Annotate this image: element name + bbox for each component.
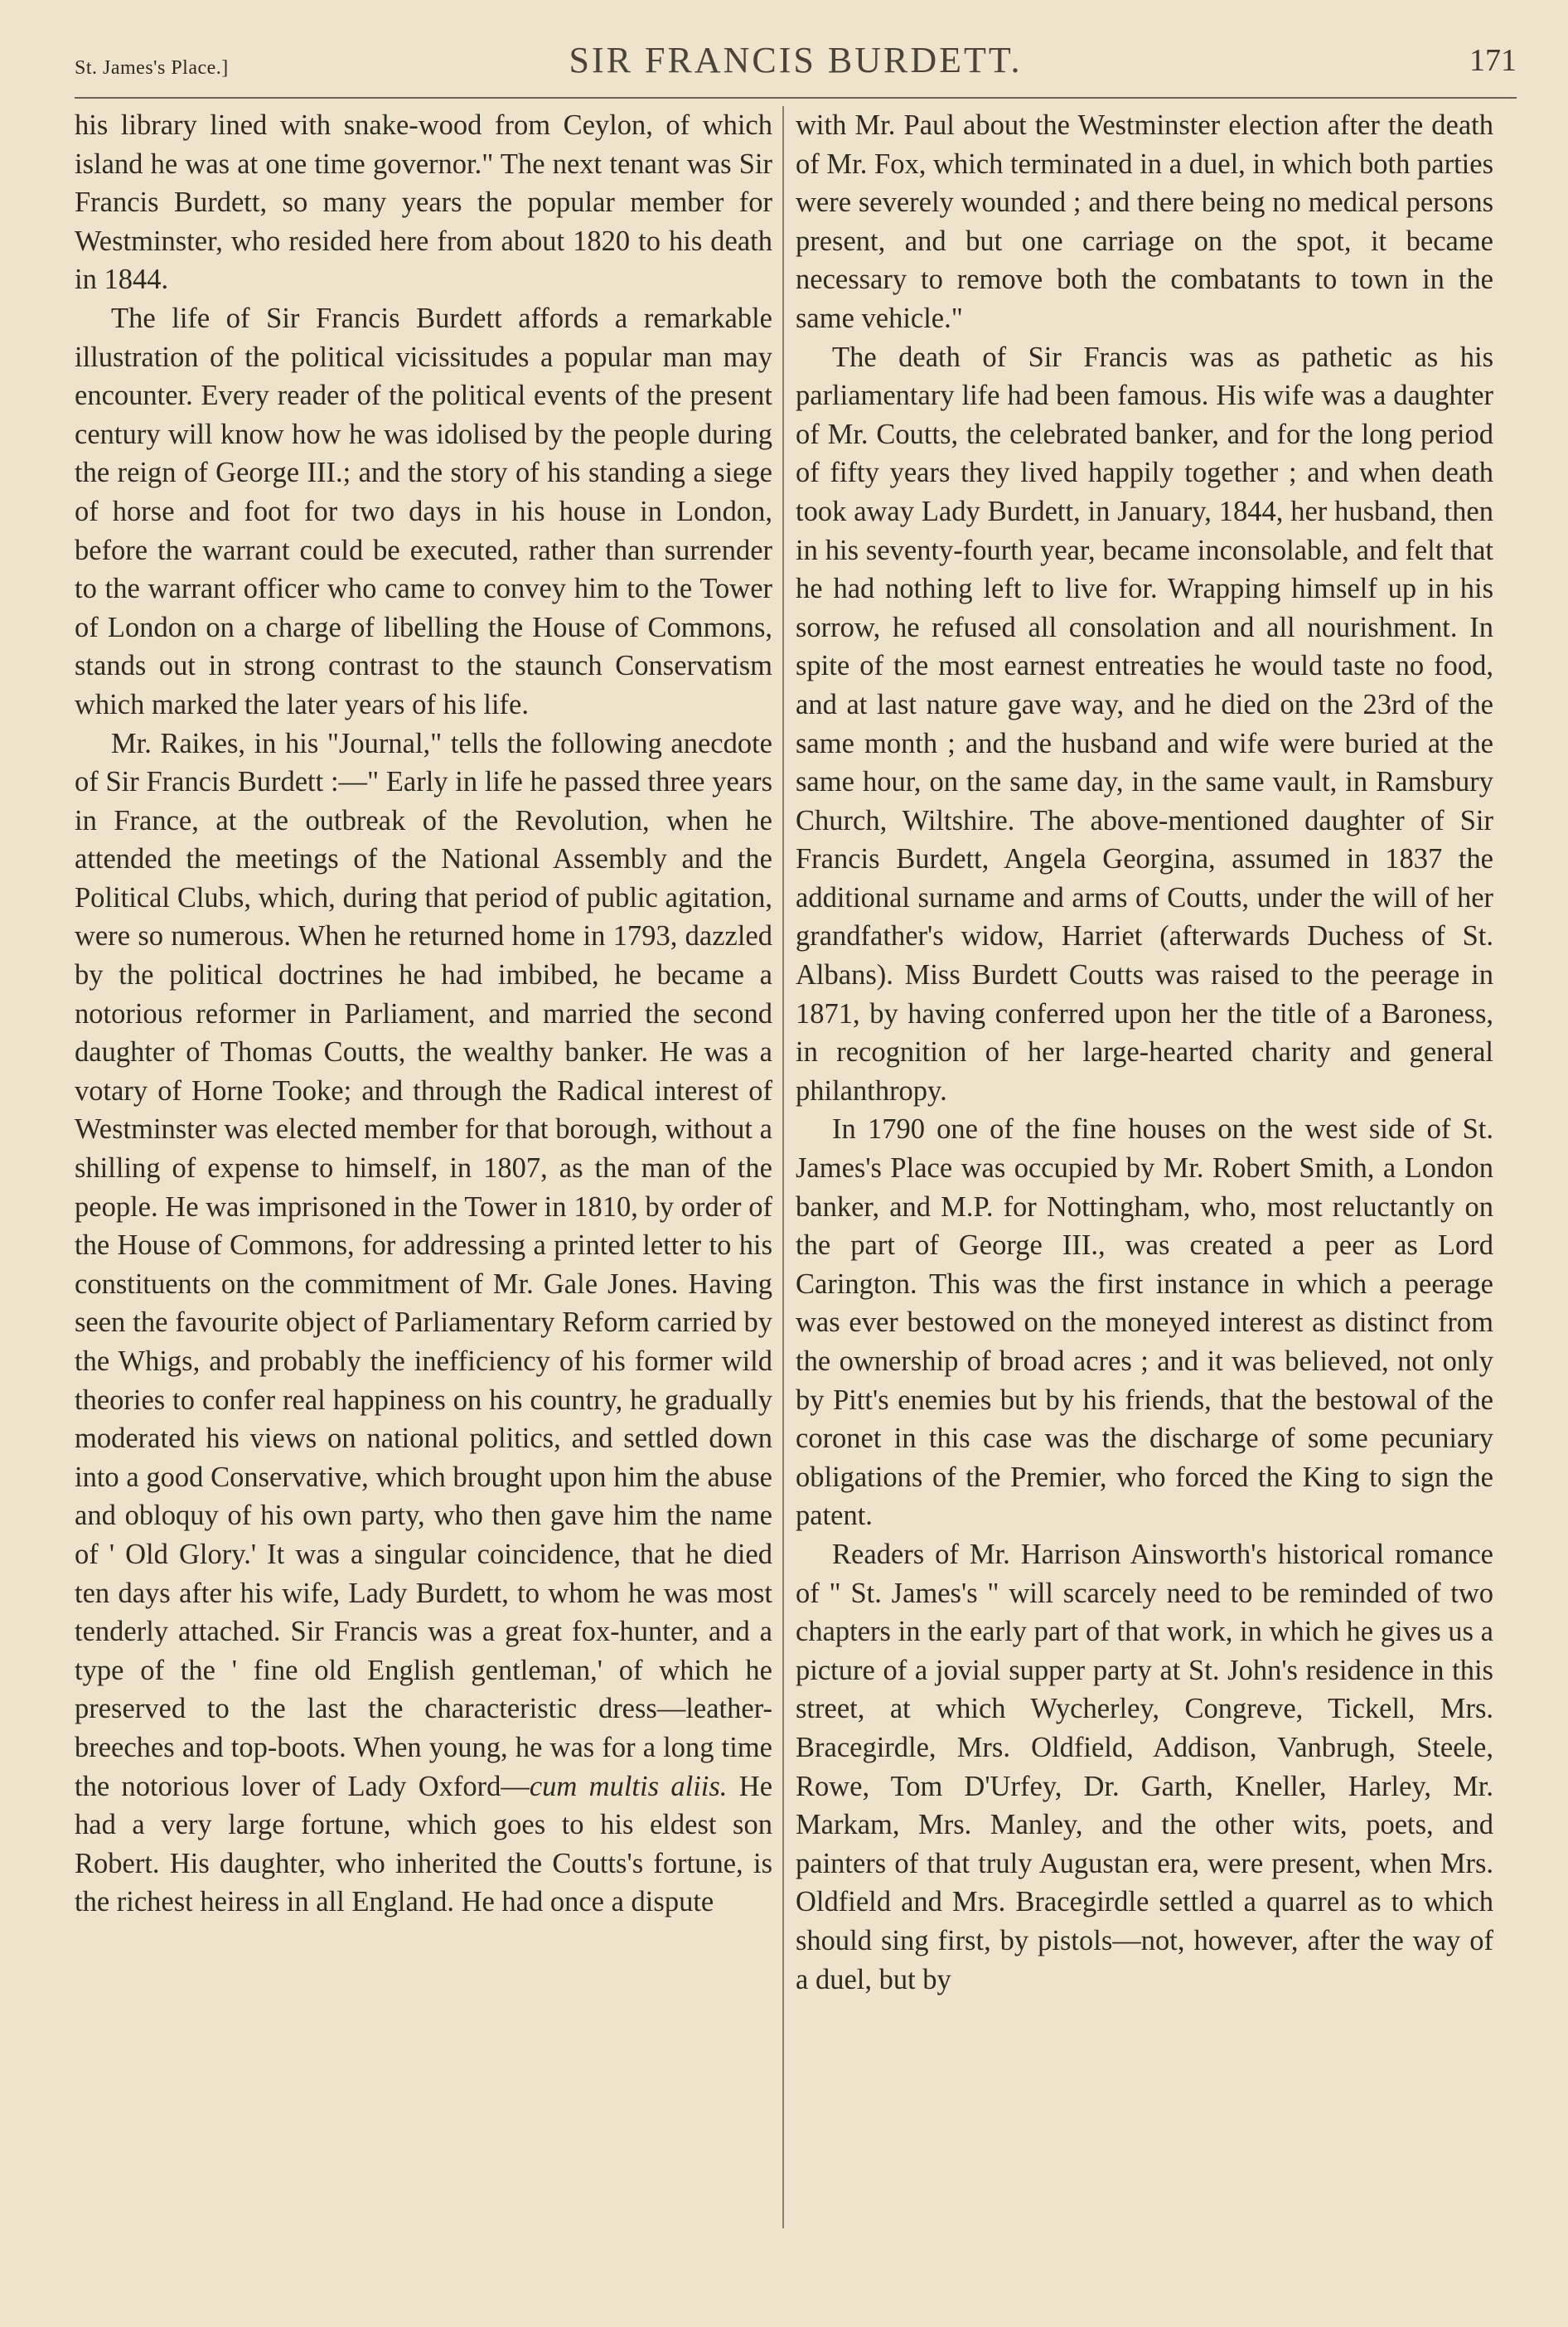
paragraph: with Mr. Paul about the Westminster election after the death of Mr. Fox, which terminated in a duel, in which both parties were severely wounded ; and there being no medical persons present, and but one carriage on the spot, it became necessary to remove both the combatants to town in the same vehicle." <box>796 109 1493 334</box>
left-column <box>75 106 772 1922</box>
page-header <box>75 37 1517 87</box>
chapter-title: SIR FRANCIS BURDETT. <box>569 40 1023 80</box>
column-divider <box>782 106 784 2228</box>
paragraph <box>75 725 772 1922</box>
paragraph: his library lined with snake-wood from Ceylon, of which island he was at one time governor." The next tenant was Sir Francis Burdett, so many years the popular member for Westminster, who resided here from about 1820 to his death in 1844. <box>75 109 772 296</box>
paragraph: The death of Sir Francis was as pathetic as his parliamentary life had been famous. His wife was a daughter of Mr. Coutts, the celebrated banker, and for the long period of fifty years they lived happily together ; and when death took away Lady Burdett, in January, 1844, her husband, then in his seventy-fourth year, became inconsolable, and felt that he had nothing left to live for. Wrapping himself up in his sorrow, he refused all consolation and all nourishment. In spite of the most earnest entreaties he would taste no food, and at last nature gave way, and he died on the 23rd of the same month ; and the husband and wife were buried at the same hour, on the same day, in the same vault, in Ramsbury Church, Wiltshire. The above-mentioned daughter of Sir Francis Burdett, Angela Georgina, assumed in 1837 the additional surname and arms of Coutts, under the will of her grandfather's widow, Harriet (afterwards Duchess of St. Albans). Miss Burdett Coutts was raised to the peerage in 1871, by having conferred upon her the title of a Baroness, in recognition of her large-hearted charity and general philanthropy. <box>796 341 1493 1107</box>
paragraph: In 1790 one of the fine houses on the west side of St. James's Place was occupied by Mr. Robert Smith, a London banker, and M.P. for Nottingham, who, most reluctantly on the part of George III., was created a peer as Lord Carington. This was the first instance in which a peerage was ever bestowed on the moneyed interest as distinct from the ownership of broad acres ; and it was believed, not only by Pitt's enemies but by his friends, that the bestowal of the coronet in this case was the discharge of some pecuniary obligations of the Premier, who forced the King to sign the patent. <box>796 1113 1493 1532</box>
paragraph: The life of Sir Francis Burdett affords a remarkable illustration of the political vicissitudes a popular man may encounter. Every reader of the political events of the present century will know how he was idolised by the people during the reign of George III.; and the story of his standing a siege of horse and foot for two days in his house in London, before the warrant could be executed, rather than surrender to the warrant officer who came to convey him to the Tower of London on a charge of libelling the House of Commons, stands out in strong contrast to the staunch Conservatism which marked the later years of his life. <box>75 302 772 720</box>
paragraph-text: He had a very large fortune, which goes to his eldest son Robert. His daughter, who inherited the Coutts's fortune, is the richest heiress in all England. He had once a dispute <box>75 1770 773 1918</box>
page-number: 171 <box>1469 43 1517 78</box>
header-rule <box>75 97 1517 99</box>
paragraph-text: Mr. Raikes, in his "Journal," tells the following anecdote of Sir Francis Burdett :—" Early in life he passed three years in France, at the outbreak of the Revolution, when he attended the meetings of the National Assembly and the Political Clubs, which, during that period of public agitation, were so numerous. When he returned home in 1793, dazzled by the political doctrines he had imbibed, he became a notorious reformer in Parliament, and married the second daughter of Thomas Coutts, the wealthy banker. He was a votary of Horne Tooke; and through the Radical interest of Westminster was elected member for that borough, without a shilling of expense to himself, in 1807, as the man of the people. He was imprisoned in the Tower in 1810, by order of the House of Commons, for addressing a printed letter to his constituents on the commitment of Mr. Gale Jones. Having seen the favourite object of Parliamentary Reform carried by the Whigs, and probably the inefficiency of his former wild theories to confer real happiness on his country, he gradually moderated his views on national politics, and settled down into a good Conservative, which brought upon him the abuse and obloquy of his own party, who then gave him the name of ' Old Glory.' It was a singular coincidence, that he died ten days after his wife, Lady Burdett, to whom he was most tenderly attached. Sir Francis was a great fox-hunter, and a type of the ' fine old English gentleman,' of which he preserved to the last the characteristic dress—leather-breeches and top-boots. When young, he was for a long time the notorious lover of Lady Oxford— <box>75 727 772 1802</box>
latin-phrase: cum multis aliis. <box>529 1770 728 1802</box>
paragraph: Readers of Mr. Harrison Ainsworth's historical romance of " St. James's " will scarcely need to be reminded of two chapters in the early part of that work, in which he gives us a picture of a jovial supper party at St. John's residence in this street, at which Wycherley, Congreve, Tickell, Mrs. Bracegirdle, Mrs. Oldfield, Addison, Vanbrugh, Steele, Rowe, Tom D'Urfey, Dr. Garth, Kneller, Harley, Mr. Markam, Mrs. Manley, and the other wits, poets, and painters of that truly Augustan era, were present, when Mrs. Oldfield and Mrs. Bracegirdle settled a quarrel as to which should sing first, by pistols—not, however, after the way of a duel, but by <box>796 1538 1493 1995</box>
running-head: St. James's Place.] <box>75 57 229 79</box>
right-column <box>796 106 1493 1999</box>
